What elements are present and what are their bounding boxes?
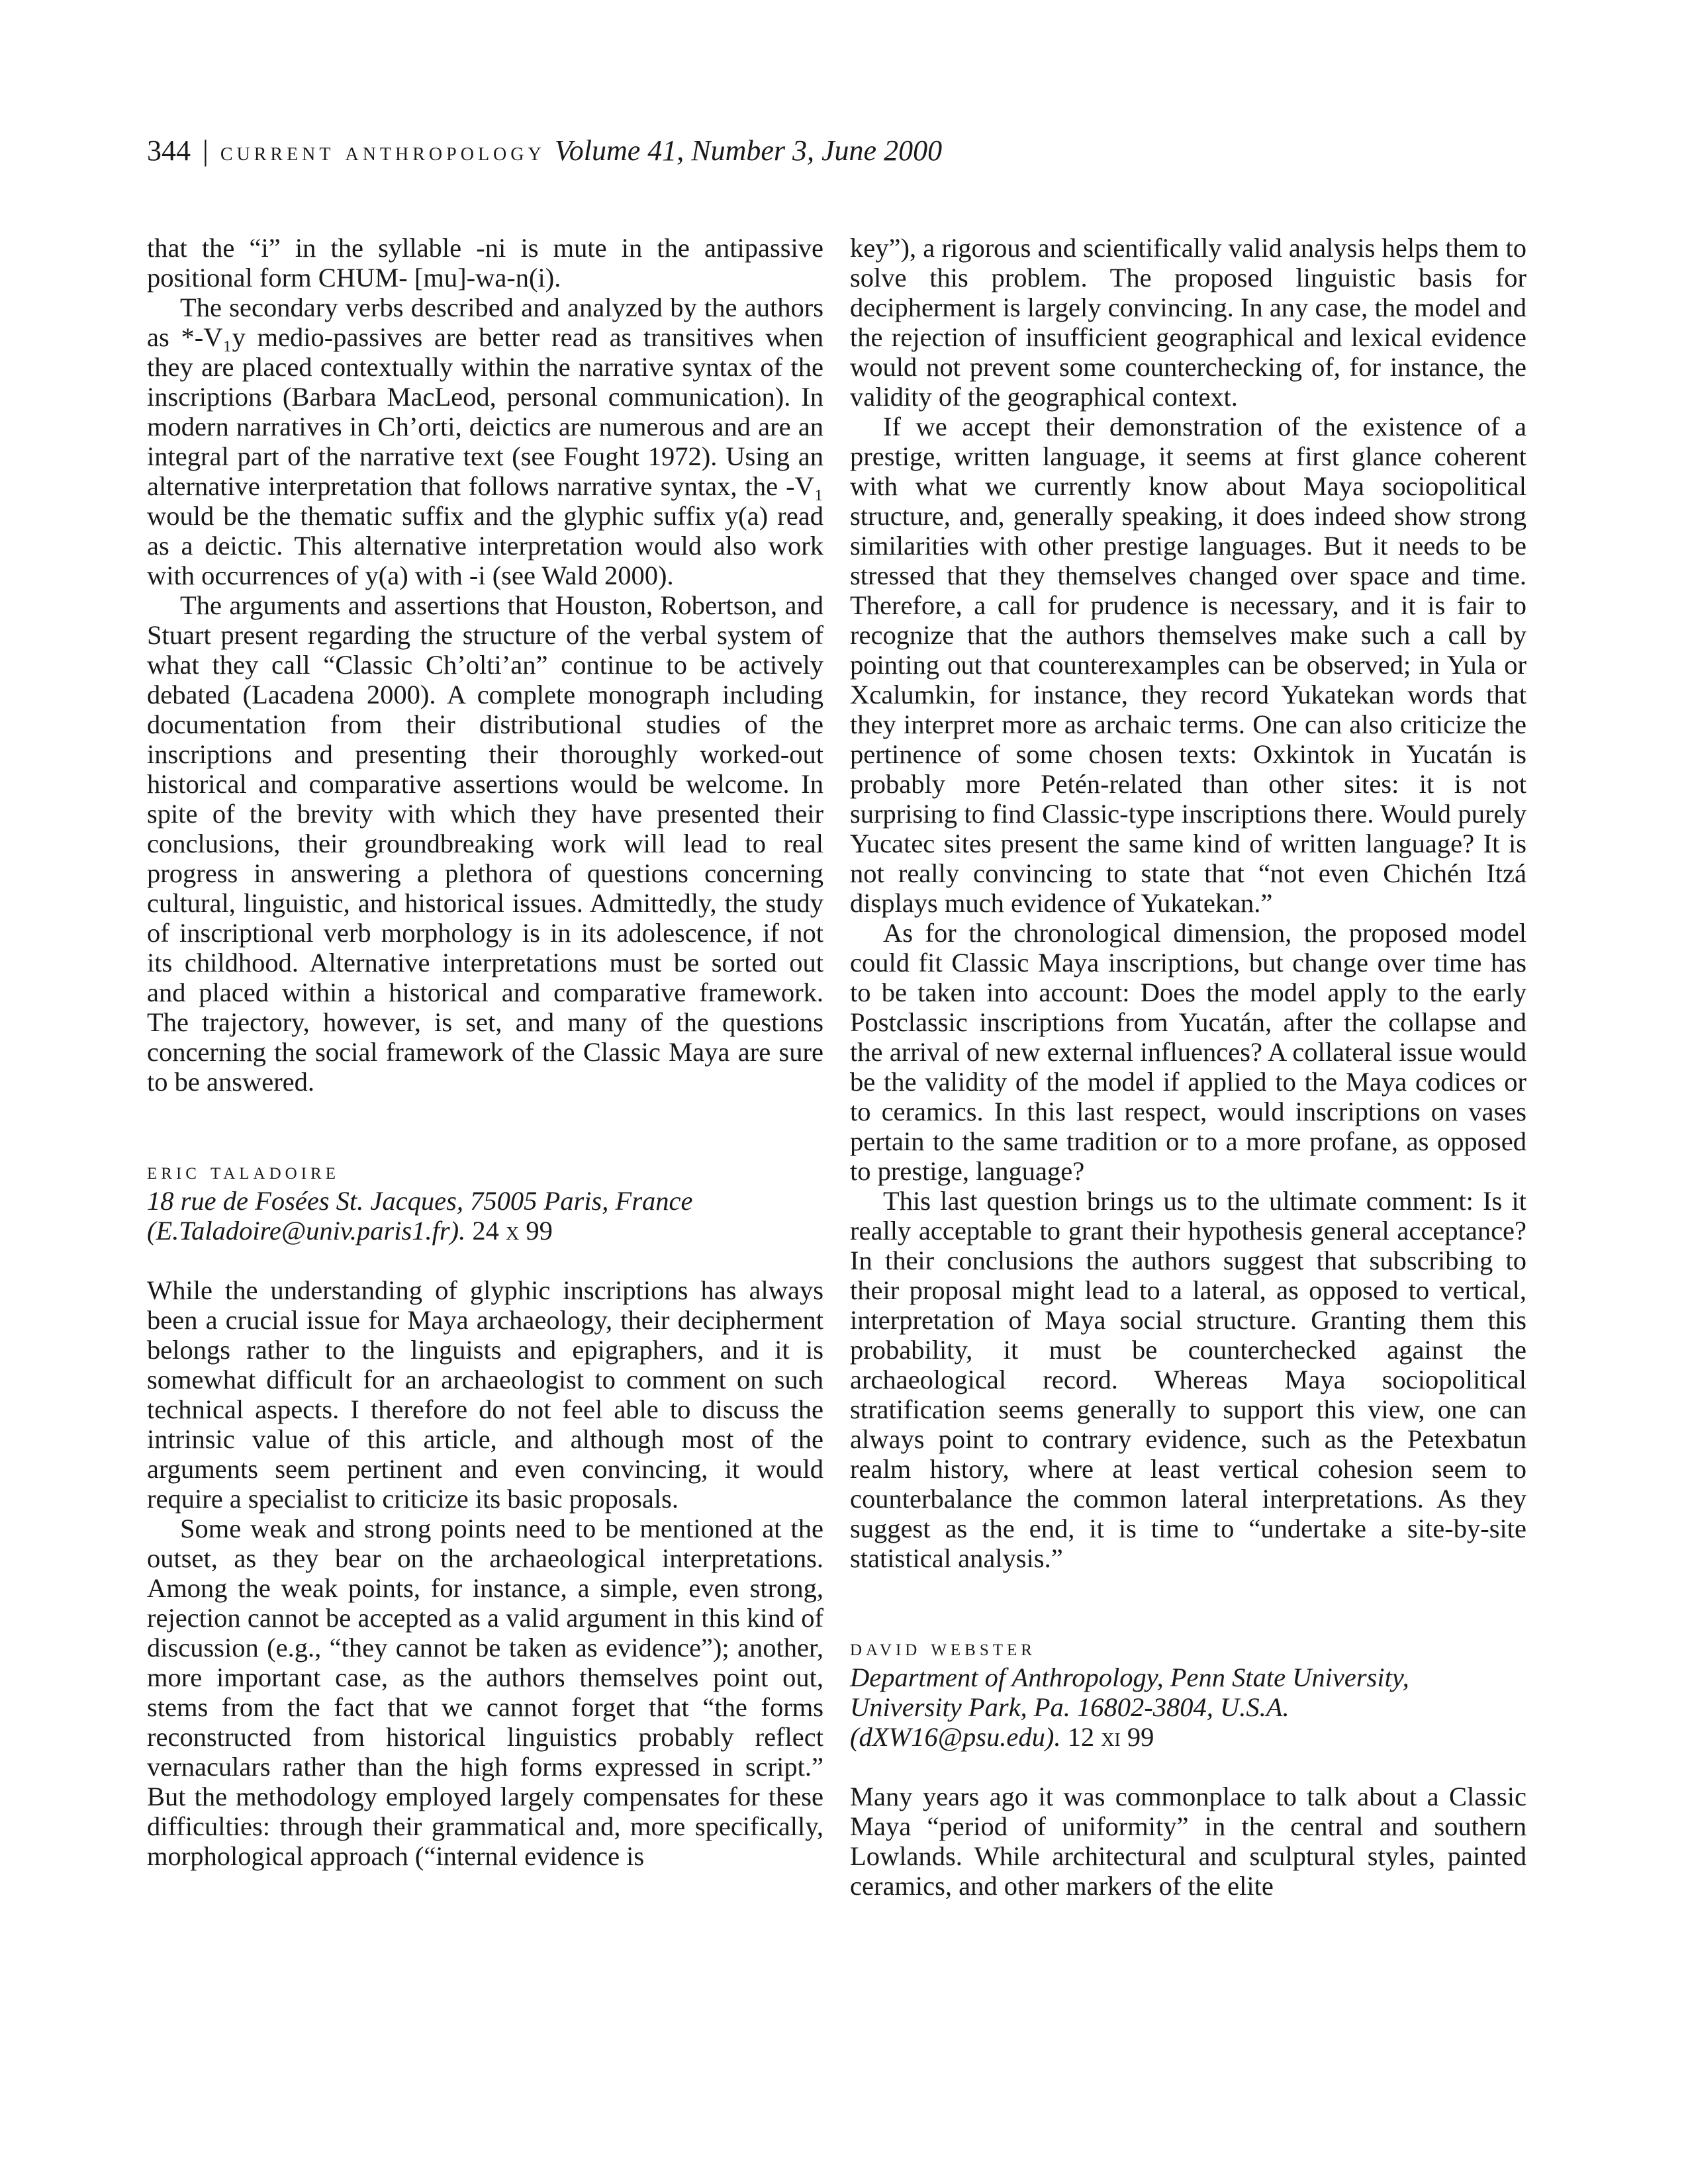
commentator-block <box>850 1633 1526 1752</box>
commentator-email: (E.Taladoire@univ.paris1.fr). <box>147 1216 466 1246</box>
left-column <box>147 233 823 1871</box>
paragraph: key”), a rigorous and scientifically valid analysis helps them to solve this problem. The proposed linguistic basis for decipherment is largely convincing. In any case, the model and the rejection of insufficient geographical and lexical evidence would not prevent some counterchecking of, for instance, the validity of the geographical context. <box>850 233 1526 412</box>
paragraph: While the understanding of glyphic inscriptions has always been a crucial issue for Maya archaeology, their decipherment belongs rather to the linguists and epigraphers, and it is somewhat difficult for an archaeologist to comment on such technical aspects. I therefore do not feel able to discuss the intrinsic value of this article, and although most of the arguments seem pertinent and even convincing, it would require a specialist to criticize its basic proposals. <box>147 1275 823 1514</box>
paragraph: Some weak and strong points need to be mentioned at the outset, as they bear on the archaeological interpretations. Among the weak points, for instance, a simple, even strong, rejection cannot be accepted as a valid argument in this kind of discussion (e.g., “they cannot be taken as evidence”); another, more important case, as the authors themselves point out, stems from the fact that we cannot forget that “the forms reconstructed from historical linguistics probably reflect vernaculars rather than the high forms expressed in script.” But the methodology employed largely compensates for these difficulties: through their grammatical and, more specifically, morphological approach (“internal evidence is <box>147 1514 823 1871</box>
commentator-affiliation: 18 rue de Fosées St. Jacques, 75005 Paris, France <box>147 1186 693 1216</box>
journal-title: current anthropology <box>220 136 545 166</box>
paragraph: As for the chronological dimension, the proposed model could fit Classic Maya inscriptions, but change over time has to be taken into account: Does the model apply to the early Postclassic inscriptions from Yucatán, after the collapse and the arrival of new external influences? A collateral issue would be the validity of the model if applied to the Maya codices or to ceramics. In this last respect, would inscriptions on vases pertain to the same tradition or to a more profane, as opposed to prestige, language? <box>850 918 1526 1186</box>
paragraph: that the “i” in the syllable -ni is mute in the antipassive positional form CHUM- [mu]-wa-n(i). <box>147 233 823 293</box>
header-separator: | <box>203 134 209 167</box>
commentator-date: 12 xi 99 <box>1067 1722 1154 1752</box>
commentator-affiliation: Department of Anthropology, Penn State University, University Park, Pa. 16802-3804, U.S.A. <box>850 1662 1409 1722</box>
issue-info: Volume 41, Number 3, June 2000 <box>554 134 943 167</box>
paragraph: Many years ago it was commonplace to talk about a Classic Maya “period of uniformity” in the central and southern Lowlands. While architectural and sculptural styles, painted ceramics, and other markers of the elite <box>850 1782 1526 1901</box>
running-head <box>147 131 1537 171</box>
commentator-name: david webster <box>850 1634 1036 1661</box>
commentator-email: (dXW16@psu.edu). <box>850 1722 1061 1752</box>
page-number: 344 <box>147 134 191 167</box>
commentator-contact <box>147 1216 823 1246</box>
commentator-date: 24 x 99 <box>472 1216 553 1246</box>
commentator-contact <box>850 1722 1526 1752</box>
commentator-block <box>147 1156 823 1246</box>
paragraph: The arguments and assertions that Houston, Robertson, and Stuart present regarding the structure of the verbal system of what they call “Classic Ch’olti’an” continue to be actively debated (Lacadena 2000). A complete monograph including documentation from their distributional studies of the inscriptions and presenting their thoroughly worked-out historical and comparative assertions would be welcome. In spite of the brevity with which they have presented their conclusions, their groundbreaking work will lead to real progress in answering a plethora of questions concerning cultural, linguistic, and historical issues. Admittedly, the study of inscriptional verb morphology is in its adolescence, if not its childhood. Alternative interpretations must be sorted out and placed within a historical and comparative framework. The trajectory, however, is set, and many of the questions concerning the social framework of the Classic Maya are sure to be answered. <box>147 590 823 1097</box>
commentator-name: eric taladoire <box>147 1158 340 1184</box>
paragraph: This last question brings us to the ultimate comment: Is it really acceptable to grant their hypothesis general acceptance? In their conclusions the authors suggest that subscribing to their proposal might lead to a lateral, as opposed to vertical, interpretation of Maya social structure. Granting them this probability, it must be counterchecked against the archaeological record. Whereas Maya sociopolitical stratification seems generally to support this view, one can always point to contrary evidence, such as the Petexbatun realm history, where at least vertical cohesion seem to counterbalance the common lateral interpretations. As they suggest as the end, it is time to “undertake a site-by-site statistical analysis.” <box>850 1186 1526 1573</box>
paragraph: The secondary verbs described and analyzed by the authors as *-V₁y medio-passives are better read as transitives when they are placed contextually within the narrative syntax of the inscriptions (Barbara MacLeod, personal communication). In modern narratives in Ch’orti, deictics are numerous and are an integral part of the narrative text (see Fought 1972). Using an alternative interpretation that follows narrative syntax, the -V₁ would be the thematic suffix and the glyphic suffix y(a) read as a deictic. This alternative interpretation would also work with occurrences of y(a) with -i (see Wald 2000). <box>147 293 823 590</box>
right-column <box>850 233 1526 1901</box>
paragraph: If we accept their demonstration of the existence of a prestige, written language, it seems at first glance coherent with what we currently know about Maya sociopolitical structure, and, generally speaking, it does indeed show strong similarities with other prestige languages. But it needs to be stressed that they themselves changed over space and time. Therefore, a call for prudence is necessary, and it is fair to recognize that the authors themselves make such a call by pointing out that counterexamples can be observed; in Yula or Xcalumkin, for instance, they record Yukatekan words that they interpret more as archaic terms. One can also criticize the pertinence of some chosen texts: Oxkintok in Yucatán is probably more Petén-related than other sites: it is not surprising to find Classic-type inscriptions there. Would purely Yucatec sites present the same kind of written language? It is not really convincing to state that “not even Chichén Itzá displays much evidence of Yukatekan.” <box>850 412 1526 918</box>
